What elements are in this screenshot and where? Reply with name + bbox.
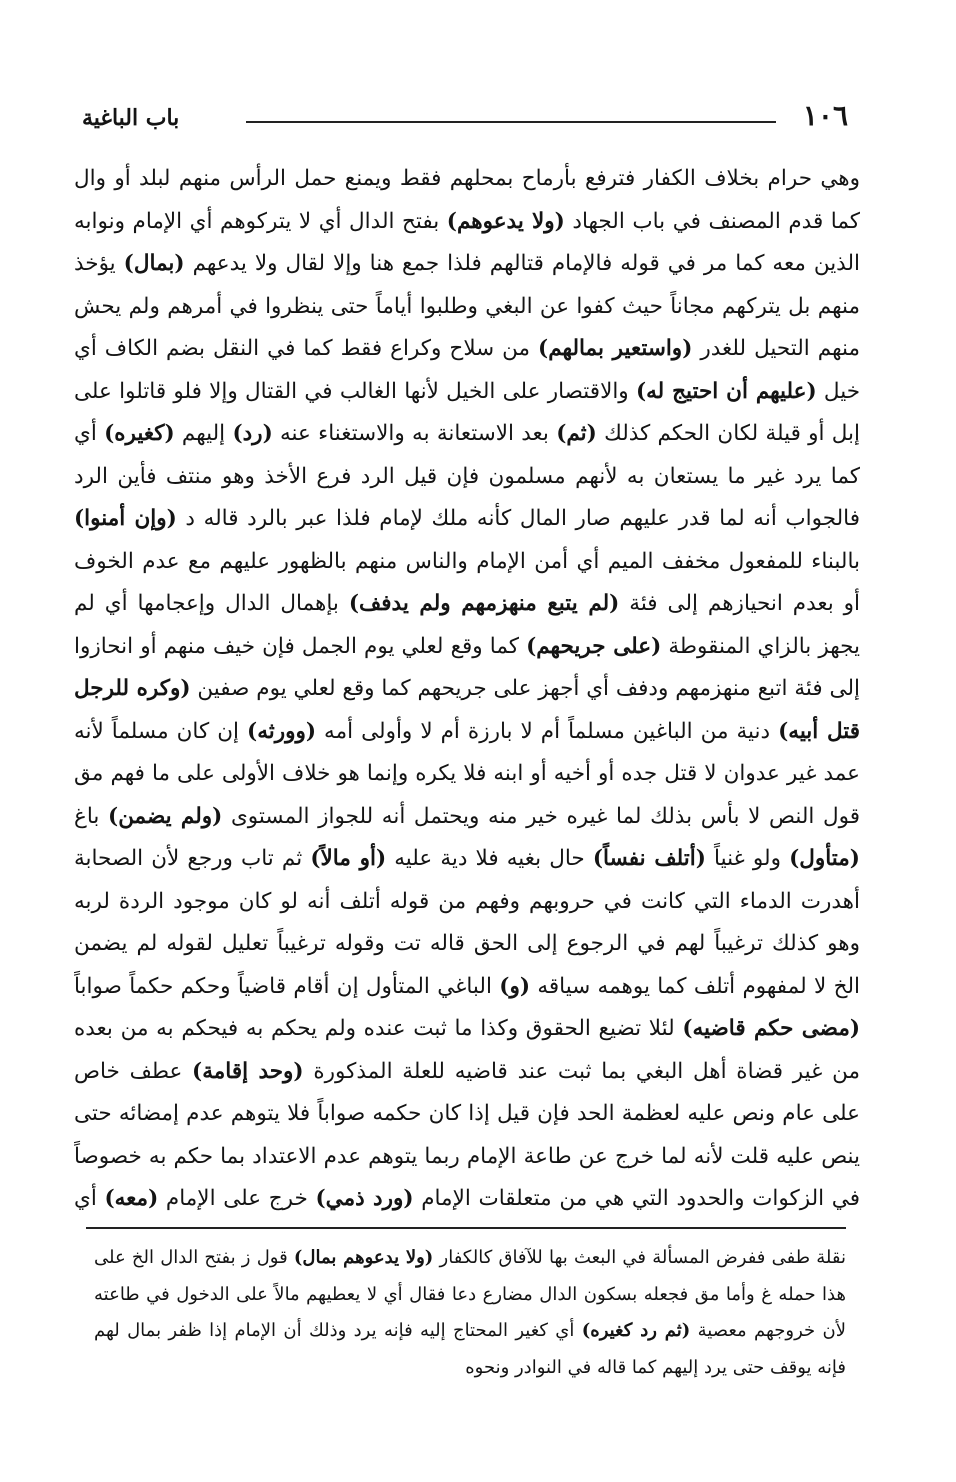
matn-segment: (بمال) [123, 251, 185, 276]
matn-segment: (وكره للرجل قتل أبيه) [74, 676, 860, 744]
matn-segment: (مضى حكم قاضيه) [682, 1016, 860, 1041]
sharh-segment: دنية من الباغين مسلماً أم لا بارزة أم لا وأولى أمه [316, 718, 779, 744]
footnote [94, 1240, 846, 1400]
sharh-segment: عطف خاص على عام ونص عليه لعظمة الحد فإن قيل إذا كان حكمه صواباً فلا يتوهم عدم إمضائه حتى ينص عليه قلت لأنه لما خرج عن طاعة الإمام ربما يتوهم عدم الاعتداد بما حكم به خصوصاً في الزكوات والحدود التي هي من متعلقات الإمام [74, 1058, 860, 1211]
matn-segment: (ثم رد كغيره) [581, 1320, 691, 1341]
sharh-segment: بإهمال الدال وإعجامها أي لم يجهز بالزاي المنقوطة [74, 591, 860, 659]
matn-segment: (كغيره) [104, 421, 175, 446]
sharh-segment: أي كغير المحتاج إليه فإنه يرد وذلك أن الإمام إذا ظفر بمال لهم فإنه يوقف حتى يرد إليهم كما قاله في النوادر ونحوه [94, 1320, 846, 1378]
matn-segment: (وورثه) [247, 718, 317, 744]
matn-segment: (متأول) [789, 846, 860, 871]
sharh-segment: بالبناء للمفعول مخفف الميم أي أمن الإمام والناس منهم بالظهور عليهم مع عدم الخوف أو بعدم انحيازهم إلى فئة [74, 548, 860, 616]
sharh-segment: بفتح الدال أي لا يتركوهم أي الإمام ونوابه الذين معه كما مر في قوله فالإمام قتالهم فلذا جمع هنا وإلا لقال ولا يدعهم [74, 208, 860, 276]
matn-segment: (ولا يدعوهم) [446, 208, 565, 234]
sharh-segment: من سلاح وكراع فقط كما في النقل بضم الكاف أي خيل [74, 336, 860, 404]
matn-segment: (واستعير بمالهم) [538, 336, 693, 361]
matn-segment: (ثم) [556, 421, 597, 446]
sharh-segment: أي كما يرد غير ما يستعان به لأنهم مسلمون فإن قيل الرد فرع الأخذ وهو منتف فأين الرد فالجواب أنه لما قدر عليهم صار المال كأنه ملك لإمام فلذا عبر بالرد قاله د [74, 421, 860, 531]
sharh-segment: وهي حرام بخلاف الكفار فترفع بأرماح بمحلهم فقط ويمنع حمل الرأس منهم لبلد أو وال كما قدم المصنف في باب الجهاد [74, 166, 860, 234]
sharh-segment: كما وقع لعلي يوم الجمل فإن خيف منهم أو انحازوا إلى فئة اتبع منهزمهم ودفف أي أجهز على جريحهم كما وقع لعلي يوم صفين [74, 633, 860, 701]
sharh-segment: نقلة طفى ففرض المسألة في البعث بها للآفاق كالكفار [433, 1247, 846, 1268]
sharh-segment: قول ز بفتح الدال الخ على هذا حمله غ وأما مق فجعله بسكون الدال مضارع دعا فقال أي لا يعطيهم مالاً على الدخول في طاعته لأن خروجهم معصية [94, 1247, 846, 1341]
matn-segment: (وحد إقامة) [192, 1058, 304, 1084]
matn-segment: (ولا يدعوهم بمال) [293, 1247, 434, 1268]
sharh-segment: يؤخذ منهم بل يتركهم مجاناً حيث كفوا عن البغي وطلبوا أياماً حتى ينظروا في أمرهم ولم يحش منهم التحيل للغدر [74, 251, 860, 361]
matn-segment: (ورد ذمي) [315, 1186, 414, 1211]
matn-segment: (لم يتبع منهزمهم ولم يدفف) [348, 591, 620, 616]
chapter-title: باب الباغية [82, 105, 180, 131]
main-text [74, 158, 860, 1218]
matn-segment: (ولم يضمن) [108, 803, 223, 829]
page-header [74, 96, 860, 140]
sharh-segment: والاقتصار على الخيل لأنها الغالب في القتال وإلا فلو قاتلوا على إبل أو قيلة لكان الحكم كذلك [74, 378, 860, 446]
sharh-segment: بعد الاستعانة به والاستغناء عنه [272, 421, 557, 446]
main-paragraph [74, 158, 860, 1218]
matn-segment: (عليهم أن احتيج له) [635, 378, 817, 404]
matn-segment: (رد) [232, 421, 273, 446]
sharh-segment: ثم تاب ورجع لأن الصحابة أهدرت الدماء التي كانت في حروبهم وفهم من قوله أتلف أنه لو كان موجود الردة لربه وهو كذلك ترغيباً لهم في الرجوع إلى الحق قاله تت وقوله ترغيباً تعليل لقوله لم يضمن الخ لا لمفهوم أتلف كما يوهمه سياقه [74, 846, 860, 999]
footnote-rule [86, 1227, 846, 1229]
sharh-segment: حال بغيه فلا دية عليه [386, 846, 593, 871]
sharh-segment: أي [74, 1186, 97, 1211]
footnote-paragraph [94, 1240, 846, 1386]
sharh-segment: الباغي المتأول إن أقام قاضياً وحكم حكماً صواباً [74, 973, 500, 999]
sharh-segment: لئلا تضيع الحقوق وكذا ما ثبت عنده ولم يحكم به فيحكم به من بعده من غير قضاة أهل البغي بما ثبت عند قاضيه للعلة المذكورة [74, 1016, 860, 1084]
matn-segment: (وإن أمنوا) [74, 506, 177, 531]
sharh-segment: إن كان مسلماً لأنه عمد غير عدوان لا قتل جده أو أخيه أو ابنه فلا يكره وإنما هو خلاف الأولى على ما فهم مق قول النص لا بأس بذلك لما غيره خير منه ويحتمل أنه للجواز المستوى [74, 718, 860, 829]
page-number: ١٠٦ [802, 99, 848, 132]
header-rule [246, 121, 776, 123]
matn-segment: (و) [499, 973, 531, 999]
matn-segment: (أو مالاً) [310, 846, 387, 871]
sharh-segment: إليهم [174, 421, 233, 446]
matn-segment: (أتلف نفساً) [592, 846, 706, 871]
matn-segment: (على جريحهم) [526, 633, 662, 659]
sharh-segment: ولو غنياً [705, 846, 790, 871]
sharh-segment: باغ [74, 803, 109, 829]
matn-segment: (معه) [104, 1186, 159, 1211]
sharh-segment: خرج على الإمام [158, 1186, 316, 1211]
